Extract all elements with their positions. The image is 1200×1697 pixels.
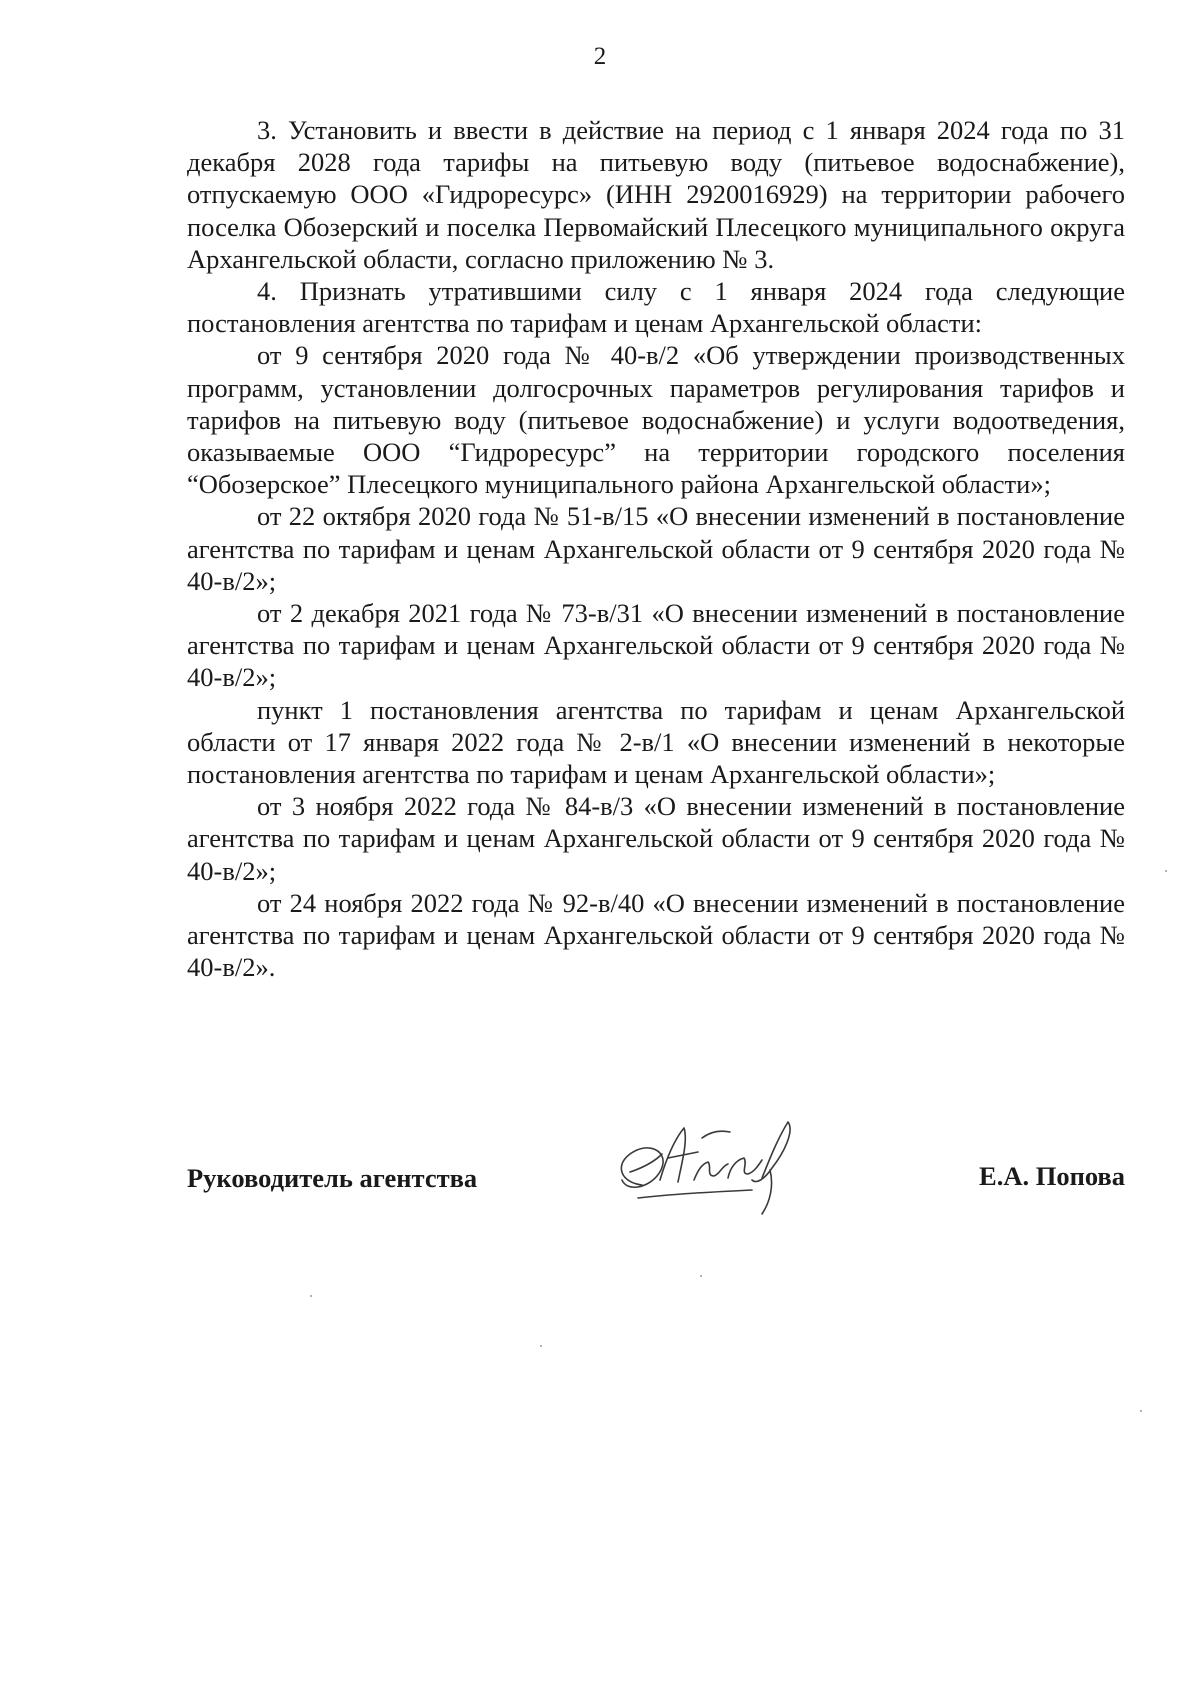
scan-speck (310, 1295, 312, 1297)
repealed-act-2020-10-22: от 22 октября 2020 года № 51-в/15 «О внесении изменений в постановление агентства по тарифам и ценам Архангельской области от 9 сентября 2020 года № 40-в/2»; (187, 501, 1125, 596)
repealed-act-2022-11-03: от 3 ноября 2022 года № 84-в/3 «О внесении изменений в постановление агентства по тарифам и ценам Архангельской области от 9 сентября 2020 года № 40-в/2»; (187, 791, 1125, 886)
signatory-name: Е.А. Попова (979, 1161, 1125, 1191)
scan-speck (540, 1345, 542, 1347)
signature-block (187, 1110, 1125, 1240)
scan-speck (1165, 870, 1167, 872)
repealed-act-2022-01-17: пункт 1 постановления агентства по тарифам и ценам Архангельской области от 17 января 2022 года № 2-в/1 «О внесении изменений в некоторые постановления агентства по тарифам и ценам Архангельской области»; (187, 694, 1125, 790)
page-number: 2 (593, 43, 607, 70)
repealed-act-2022-11-24: от 24 ноября 2022 года № 92-в/40 «О внесении изменений в постановление агентства по тарифам и ценам Архангельской области от 9 сентября 2020 года № 40-в/2». (187, 887, 1125, 983)
repealed-act-2020-09-09: от 9 сентября 2020 года № 40-в/2 «Об утверждении производственных программ, установлении долгосрочных параметров регулирования тарифов и тарифов на питьевую воду (питьевое водоснабжение) и услуги водоотведения, оказываемые ООО “Гидроресурс” на территории городского поселения “Обозерское” Плесецкого муниципального района Архангельской области»; (187, 340, 1125, 500)
paragraph-item-3: 3. Установить и ввести в действие на период с 1 января 2024 года по 31 декабря 2028 года тарифы на питьевую воду (питьевое водоснабжение), отпускаемую ООО «Гидроресурс» (ИНН 2920016929) на территории рабочего поселка Обозерский и поселка Первомайский Плесецкого муниципального округа Архангельской области, согласно приложению № 3. (187, 115, 1125, 274)
handwritten-signature (602, 1110, 802, 1220)
scan-speck (700, 1275, 702, 1277)
scan-speck (1140, 1410, 1142, 1412)
document-body (187, 114, 1125, 983)
repealed-act-2021-12-02: от 2 декабря 2021 года № 73-в/31 «О внесении изменений в постановление агентства по тарифам и ценам Архангельской области от 9 сентября 2020 года № 40-в/2»; (187, 598, 1125, 693)
paragraph-item-4: 4. Признать утратившими силу с 1 января 2024 года следующие постановления агентства по тарифам и ценам Архангельской области: (187, 276, 1125, 339)
signatory-position: Руководитель агентства (187, 1163, 478, 1193)
